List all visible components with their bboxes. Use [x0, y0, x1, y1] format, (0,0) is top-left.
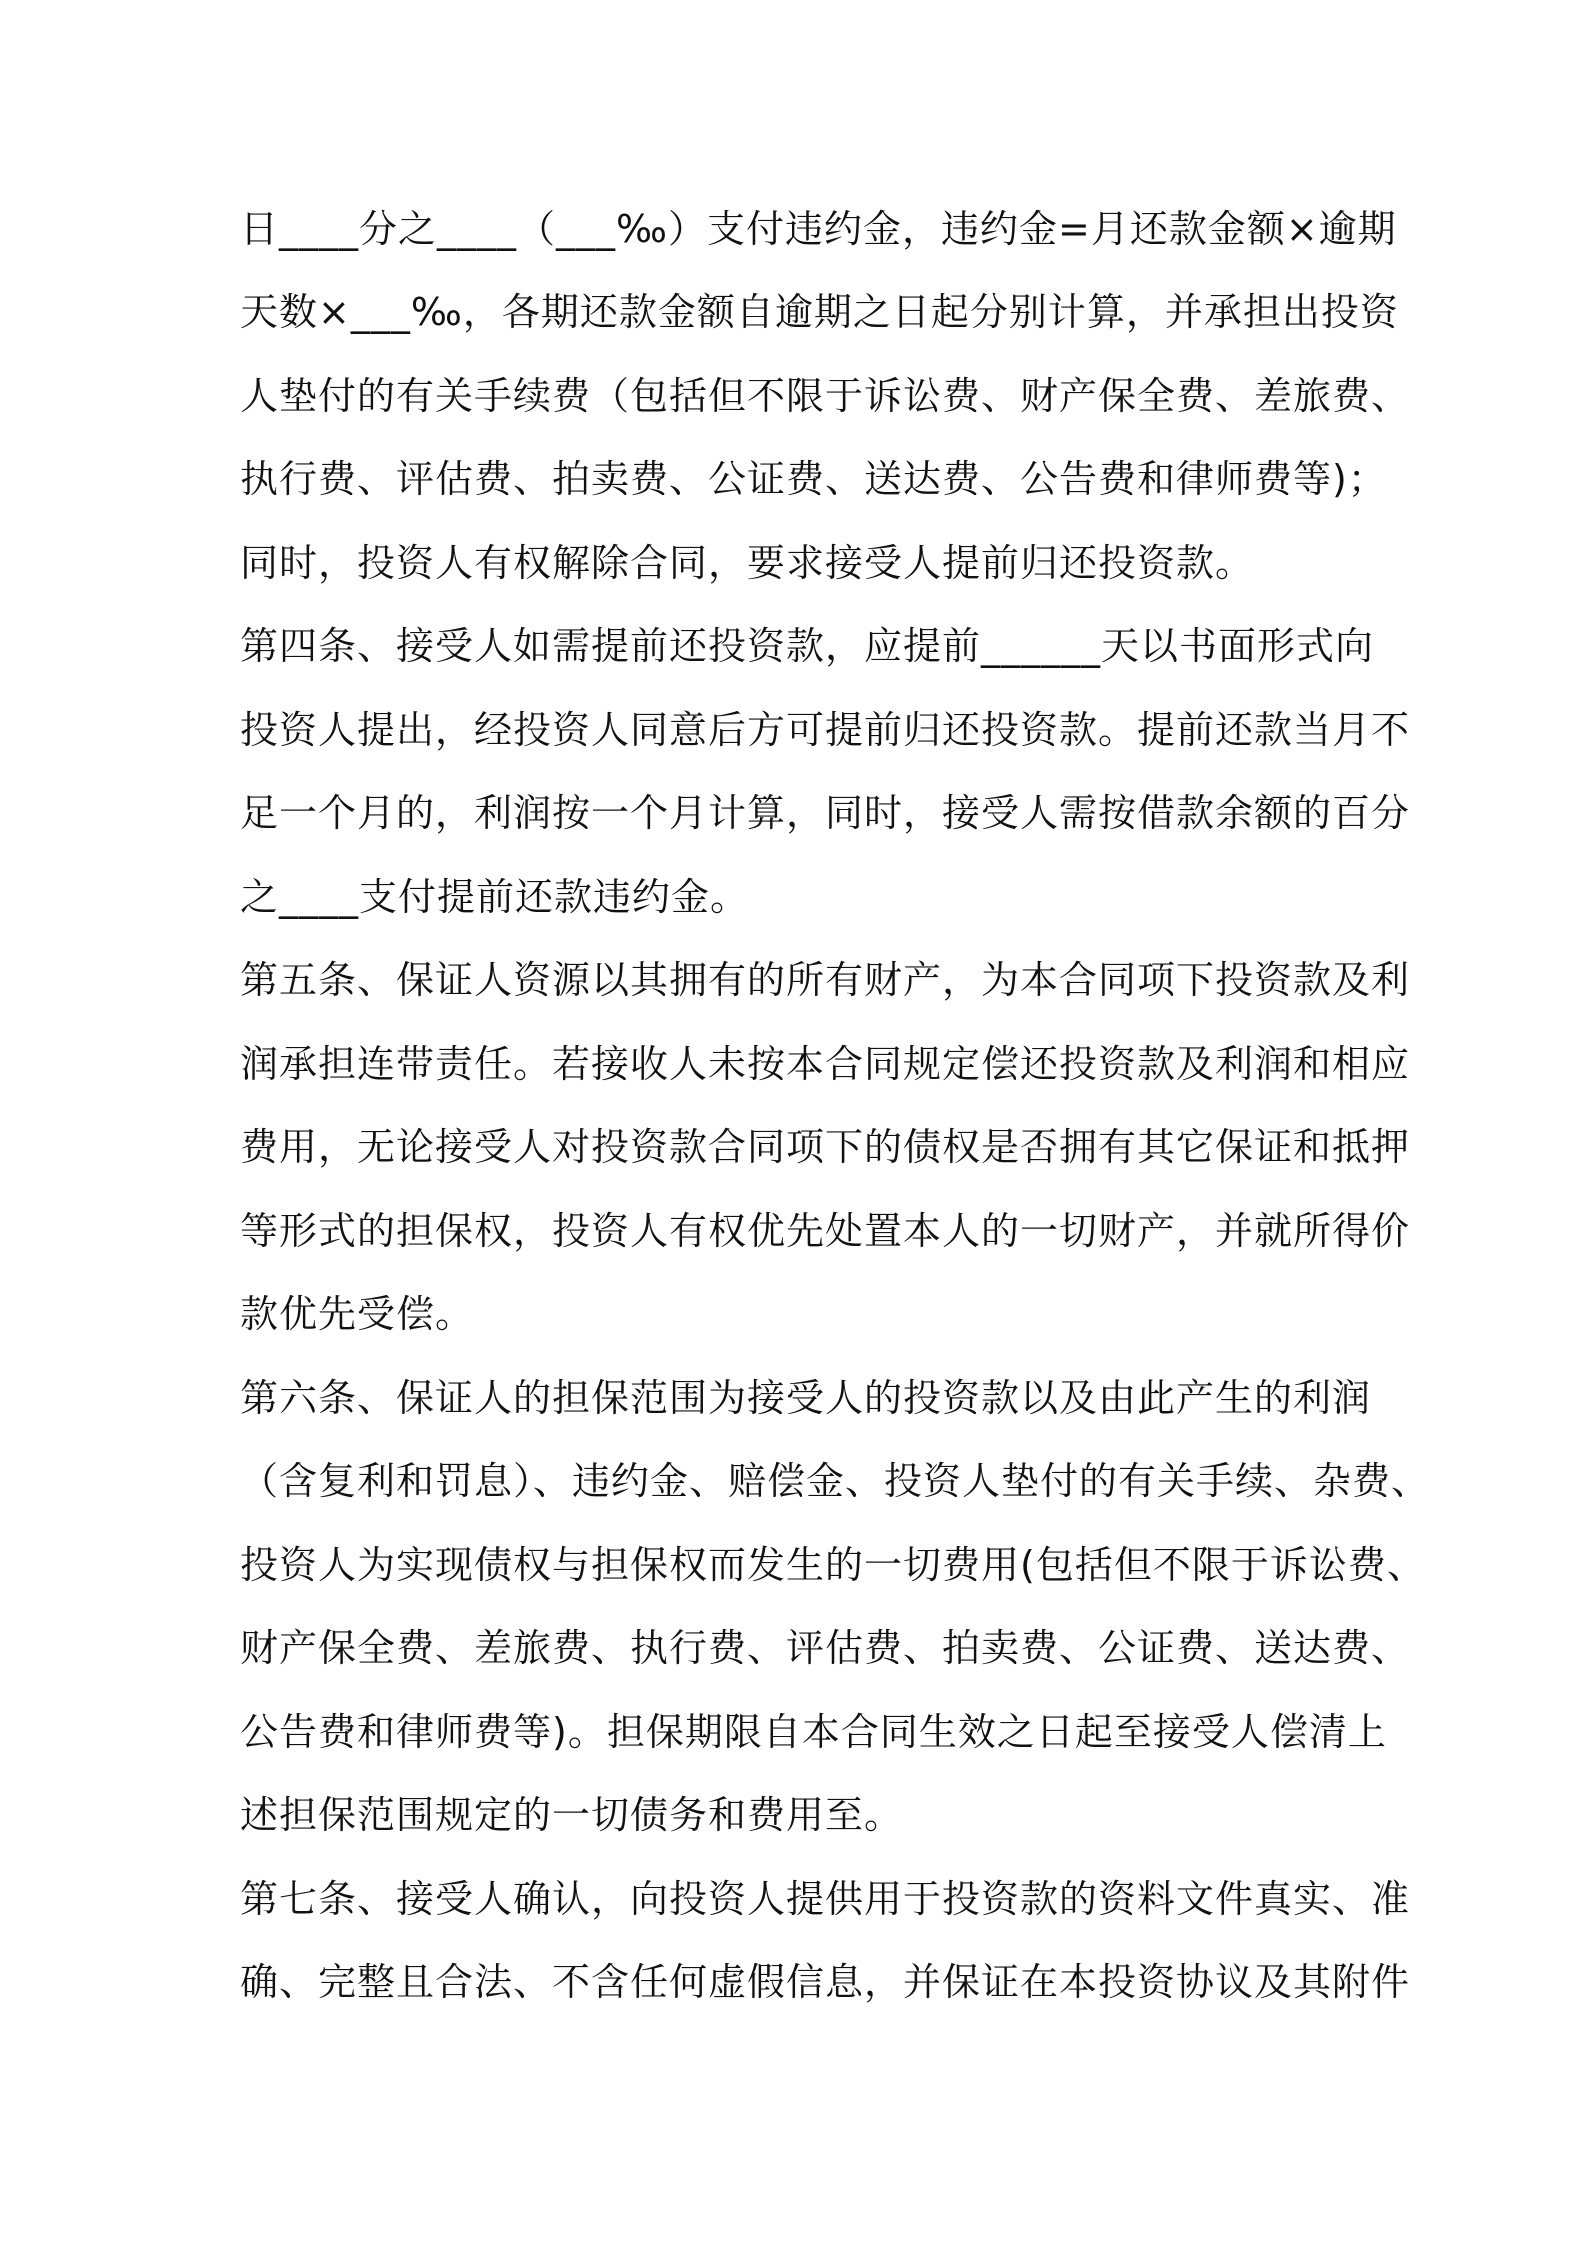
text-line: 足一个月的，利润按一个月计算，同时，接受人需按借款余额的百分	[240, 791, 1411, 835]
text-line: 第五条、保证人资源以其拥有的所有财产，为本合同项下投资款及利	[240, 958, 1411, 1002]
text-line: 第七条、接受人确认，向投资人提供用于投资款的资料文件真实、准	[240, 1877, 1411, 1921]
text-line: 费用，无论接受人对投资款合同项下的债权是否拥有其它保证和抵押	[240, 1125, 1411, 1169]
text-line: 之____支付提前还款违约金。	[240, 875, 750, 919]
text-line: 等形式的担保权，投资人有权优先处置本人的一切财产，并就所得价	[240, 1209, 1411, 1253]
text-line: （含复利和罚息）、违约金、赔偿金、投资人垫付的有关手续、杂费、	[240, 1459, 1431, 1503]
text-line: 财产保全费、差旅费、执行费、评估费、拍卖费、公证费、送达费、	[240, 1626, 1411, 1670]
text-line: 款优先受偿。	[240, 1292, 475, 1336]
text-line: 述担保范围规定的一切债务和费用至。	[240, 1793, 904, 1837]
text-line: 同时，投资人有权解除合同，要求接受人提前归还投资款。	[240, 541, 1255, 585]
text-line: 日____分之____（___‰）支付违约金，违约金=月还款金额×逾期	[240, 207, 1397, 251]
text-line: 第六条、保证人的担保范围为接受人的投资款以及由此产生的利润	[240, 1376, 1372, 1420]
text-line: 人垫付的有关手续费（包括但不限于诉讼费、财产保全费、差旅费、	[240, 374, 1411, 418]
text-line: 投资人为实现债权与担保权而发生的一切费用(包括但不限于诉讼费、	[240, 1543, 1426, 1587]
text-line: 第四条、接受人如需提前还投资款，应提前______天以书面形式向	[240, 624, 1375, 668]
text-line: 润承担连带责任。若接收人未按本合同规定偿还投资款及利润和相应	[240, 1042, 1411, 1086]
text-line: 投资人提出，经投资人同意后方可提前归还投资款。提前还款当月不	[240, 708, 1411, 752]
text-line: 确、完整且合法、不含任何虚假信息，并保证在本投资协议及其附件	[240, 1960, 1411, 2004]
text-line: 执行费、评估费、拍卖费、公证费、送达费、公告费和律师费等)；	[240, 457, 1387, 501]
text-line: 公告费和律师费等)。担保期限自本合同生效之日起至接受人偿清上	[240, 1710, 1387, 1754]
text-line: 天数×___‰，各期还款金额自逾期之日起分别计算，并承担出投资	[240, 290, 1399, 334]
